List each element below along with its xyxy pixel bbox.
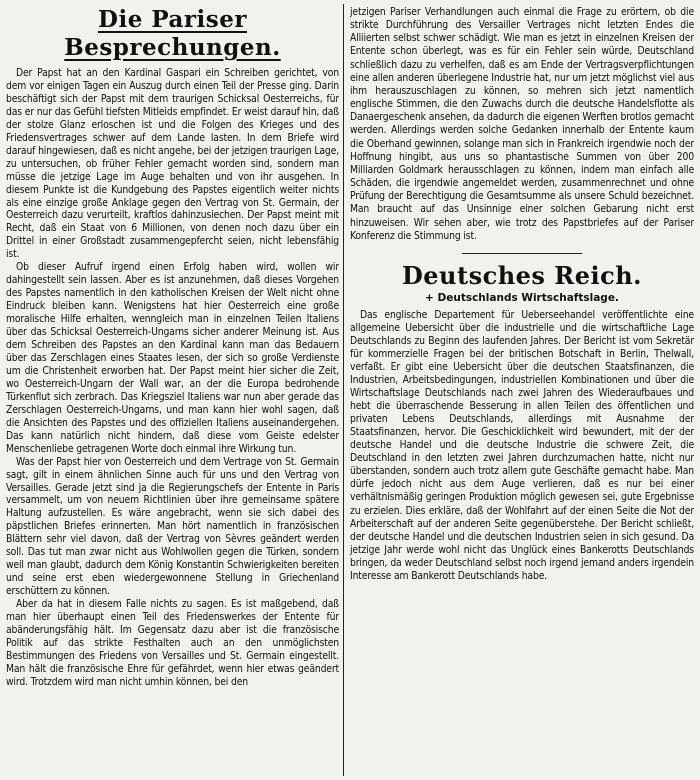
section-paragraph: Das englische Departement für Ueberseehandel veröffentlichte eine allgemeine Uebersicht über die industrielle und die wirtschaftliche Lage Deutschlands zu Beginn des laufenden Jahres. Der Bericht ist vom Sekretär für kommerzielle Fragen bei der britischen Botschaft in Berlin, Thelwall, verfaßt. Er gibt eine Uebersicht über die deutschen Staatsfinanzen, die Industrien, Arbeitsbedingungen, industriellen Kombinationen und über die Wirtschaftslage Deutschlands nach zwei Jahren des Wiederaufbaues und hebt die überraschende Besserung in allen Teilen des öffentlichen und privaten Lebens Deutschlands, allerdings mit Ausnahme der Staatsfinanzen, hervor. Die Geschicklichkeit wird bewundert, mit der der deutsche Handel und die deutsche Industrie die schwere Zeit, die Deutschland in den letzten zwei Jahren durchzumachen hatte, nicht nur überstanden, sondern auch trotz allem gute Geschäfte gemacht habe. Man dürfe jedoch nicht aus dem Auge verlieren, daß es nur bei einer verhältnismäßig geringen Produktion möglich gewesen sei, gute Ergebnisse zu erzielen. Dies erkläre, daß der Wohlfahrt auf der einen Seite die Not der Arbeiterschaft auf der anderen Seite gegenüberstehe. Der Bericht schließt, der deutsche Handel und die deutschen Industrien seien in sich gesund. Da jetzige Jahr werde wohl nicht das Unglück eines Bankerotts Deutschlands bringen, da weder Deutschland selbst noch irgend jemand anders irgendein Interesse am Bankerott Deutschlands habe.	[350, 308, 694, 582]
article-title-pariser-besprechungen: Die Pariser Besprechungen.	[64, 6, 281, 61]
article-paragraph: Der Papst hat an den Kardinal Gaspari ein Schreiben gerichtet, von dem vor einigen Tagen ein Auszug durch einen Teil der Presse ging. Darin beschäftigt sich der Papst mit dem traurigen Schicksal Oesterreichs, für das er nur das Gefühl tiefsten Mitleids empfindet. Er weist darauf hin, daß der stolze Glanz erloschen ist und die Folgen des Krieges und des Friedensvertrages schwer auf dem Lande lasten. In dem Briefe wird darauf hingewiesen, daß es nicht angehe, bei der jetzigen traurigen Lage, zu untersuchen, ob früher Fehler gemacht worden sind, sondern man müsse die jetzige Lage im Auge behalten und von ihr ausgehen. In diesem Punkte ist die Kundgebung des Papstes eigentlich weiter nichts als eine einzige große Anklage gegen den Vertrag von St. Germain, der Oesterreich dazu verurteilt, kraftlos dahinzusiechen. Der Papst meint mit Recht, daß ein Staat von 6 Millionen, von denen noch dazu über ein Drittel in einer Großstadt zusammengepfercht seien, nicht lebensfähig ist.	[6, 67, 339, 261]
section-separator	[462, 253, 582, 254]
section-deutsches-reich	[350, 262, 694, 583]
article-paragraph: Was der Papst hier von Oesterreich und dem Vertrage von St. Germain sagt, gilt in einem ähnlichen Sinne auch für uns und den Vertrag von Versailles. Gerade jetzt sind ja die Regierungschefs der Entente in Paris versammelt, um von neuem Richtlinien über ihre gemeinsame spätere Haltung aufzustellen. Es wäre angebracht, wenn sie sich dabei des päpstlichen Briefes erinnerten. Man hört namentlich in französischen Blättern sehr viel davon, daß der Vertrag von Sèvres geändert werden soll. Das tut man zwar nicht aus Wohlwollen gegen die Türken, sondern weil man glaubt, dadurch dem König Konstantin Schwierigkeiten bereiten und seine erst eben wiedergewonnene Stellung in Griechenland erschüttern zu können.	[6, 455, 339, 598]
column-divider	[343, 4, 344, 776]
subheadline: + Deutschlands Wirtschaftslage.	[425, 291, 619, 304]
article-continuation: jetzigen Pariser Verhandlungen auch einmal die Frage zu erörtern, ob die strikte Durchführung des Versailler Vertrages nicht letzten Endes die Alliierten selbst schwer schädigt. Wie man es jetzt in einzelnen Kreisen der Entente schon überlegt, was es für ein Fehler sein würde, Deutschland schließlich dazu zu verhelfen, daß es am Ende der Vertragsverpflichtungen eine allen anderen überlegene Industrie hat, nur um jetzt möglichst viel aus ihm herauszuschlagen zu können, so mehren sich jetzt namentlich englische Stimmen, die den Zuwachs durch die deutsche Handelsflotte als Danaergeschenk ansehen, da dadurch die eigenen Werften brotlos gemacht werden. Allerdings werden solche Gedanken innerhalb der Entente kaum die Oberhand gewinnen, solange man sich in Frankreich irgendwie noch der Hoffnung hingibt, aus uns so phantastische Summen von über 200 Milliarden Goldmark herausschlagen zu können, indem man einfach alle Schäden, die irgendwie angemeldet werden, zusammenrechnet und ohne Prüfung der Berechtigung die Gesamtsumme als unsere Schuld bezeichnet. Man braucht auf das Unsinnige einer solchen Gebarung nicht erst hinzuweisen. Wir sehen aber, wie trotz des Papstbriefes auf der Pariser Konferenz die Stimmung ist.	[350, 6, 694, 242]
left-column	[6, 6, 339, 776]
article-paragraph: Aber da hat in diesem Falle nichts zu sagen. Es ist maßgebend, daß man hier überhaupt einen Teil des Friedenswerkes der Entente für abänderungsfähig hält. Im Gegensatz dazu aber ist die französische Politik auf das strikte Festhalten auch an den unmöglichsten Bestimmungen des Friedens von Versailles und St. Germain eingestellt. Man hält die französische Ehre für gefährdet, wenn hier etwas geändert wird. Trotzdem wird man nicht umhin können, bei den	[6, 598, 339, 688]
right-column	[350, 6, 694, 776]
section-title-deutsches-reich: Deutsches Reich.	[401, 260, 643, 290]
article-paragraph: Ob dieser Aufruf irgend einen Erfolg haben wird, wollen wir dahingestellt sein lassen. Aber es ist anzunehmen, daß dieses Vorgehen des Papstes namentlich in den katholischen Kreisen der Welt nicht ohne Eindruck bleiben kann. Wenigstens hat hier Oesterreich eine große moralische Hilfe erhalten, wenngleich man in einzelnen Teilen Italiens über das Schicksal Oesterreich-Ungarns sicher anderer Meinung ist. Aus dem Schreiben des Papstes an den Kardinal kann man das Bedauern über das Zerschlagen eines Staates lesen, der sich so große Verdienste um die Christenheit erworben hat. Der Papst meint hier sicher die Zeit, wo Oesterreich-Ungarn der Wall war, an der die Europa bedrohende Türkenflut sich zerbrach. Das Kriegsziel Italiens war nun aber gerade das Zerschlagen Oesterreich-Ungarns, und man kann hier wohl sagen, daß die Ansichten des Papstes und des offiziellen Italiens auseinandergehen. Das kann natürlich nicht hindern, daß diese vom Geiste edelster Menschenliebe getragenen Worte doch einmal ihre Wirkung tun.	[6, 261, 339, 455]
